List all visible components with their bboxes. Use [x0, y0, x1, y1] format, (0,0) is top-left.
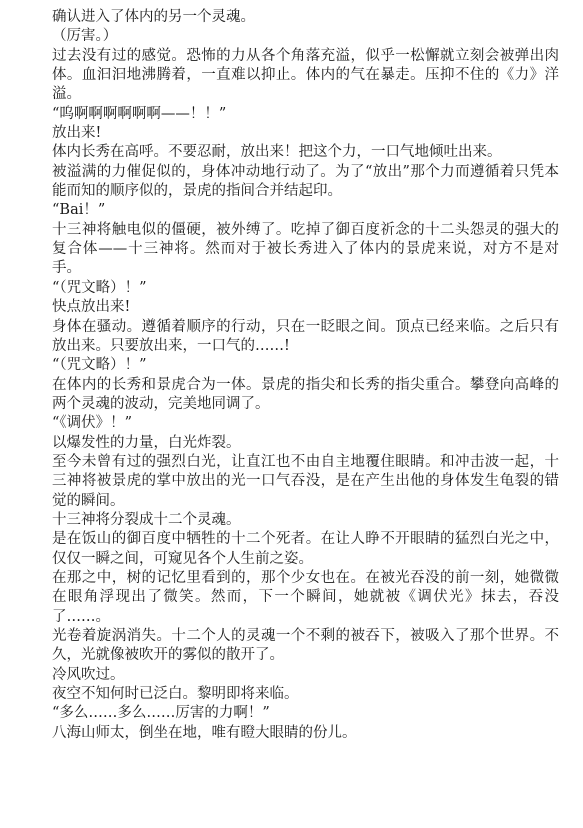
paragraph-19: 是在饭山的御百度中牺牲的十二个死者。在让人睁不开眼睛的猛烈白光之中，仅仅一瞬之间，可窥见各个人生前之姿。	[52, 531, 559, 567]
paragraph-7: 被溢满的力催促似的，身体冲动地行动了。为了“放出”那个力而遵循着只凭本能而知的顺序似的，景虎的指间合并结起印。	[52, 163, 559, 200]
paragraph-18: 十三神将分裂成十二个灵魂。	[52, 511, 241, 528]
paragraph-25: 八海山师太，倒坐在地，唯有瞪大眼睛的份儿。	[52, 724, 357, 741]
paragraph-24: “多么……多么……厉害的力啊！”	[52, 705, 270, 722]
paragraph-14: 在体内的长秀和景虎合为一体。景虎的指尖和长秀的指尖重合。攀登向高峰的两个灵魂的波动，完美地同调了。	[52, 376, 559, 412]
paragraph-15: “《调伏》！”	[52, 415, 133, 432]
paragraph-5: 放出来!	[52, 125, 102, 142]
paragraph-11: 快点放出来!	[52, 299, 131, 316]
paragraph-1: 确认进入了体内的另一个灵魂。	[52, 9, 255, 25]
paragraph-10: “（咒文略）！”	[52, 279, 147, 296]
paragraph-8: “Bai！”	[52, 202, 106, 219]
paragraph-12: 身体在骚动。遵循着顺序的行动，只在一眨眼之间。顶点已经来临。之后只有放出来。只要放出来，一口气的……!	[52, 318, 559, 354]
document-body	[52, 8, 559, 743]
paragraph-17: 至今未曾有过的强烈白光，让直江也不由自主地覆住眼睛。和冲击波一起，十三神将被景虎的掌中放出的光一口气吞没，是在产生出他的身体发生龟裂的错觉的瞬间。	[52, 453, 559, 509]
paragraph-23: 夜空不知何时已泛白。黎明即将来临。	[52, 686, 299, 703]
paragraph-4: “呜啊啊啊啊啊啊——！！”	[52, 105, 227, 122]
paragraph-2: （厉害。）	[52, 28, 118, 45]
paragraph-21: 光卷着旋涡消失。十二个人的灵魂一个不剩的被吞下，被吸入了那个世界。不久，光就像被吹开的雾似的散开了。	[52, 628, 559, 664]
paragraph-3: 过去没有过的感觉。恐怖的力从各个角落充溢，似乎一松懈就立刻会被弹出肉体。血汩汩地沸腾着，一直难以抑止。体内的气在暴走。压抑不住的《力》洋溢。	[52, 47, 559, 103]
paragraph-22: 冷风吹过。	[52, 666, 125, 683]
paragraph-16: 以爆发性的力量，白光炸裂。	[52, 434, 241, 451]
paragraph-20: 在那之中，树的记忆里看到的，那个少女也在。在被光吞没的前一刻，她微微在眼角浮现出了微笑。然而，下一个瞬间，她就被《调伏光》抹去，吞没了……。	[52, 569, 559, 625]
paragraph-9: 十三神将触电似的僵硬，被外缚了。吃掉了御百度祈念的十二头怨灵的强大的复合体——十三神将。然而对于被长秀进入了体内的景虎来说，对方不是对手。	[52, 221, 559, 277]
paragraph-13: “（咒文略）！”	[52, 357, 147, 374]
paragraph-6: 体内长秀在高呼。不要忍耐，放出来！把这个力，一口气地倾吐出来。	[52, 144, 502, 161]
